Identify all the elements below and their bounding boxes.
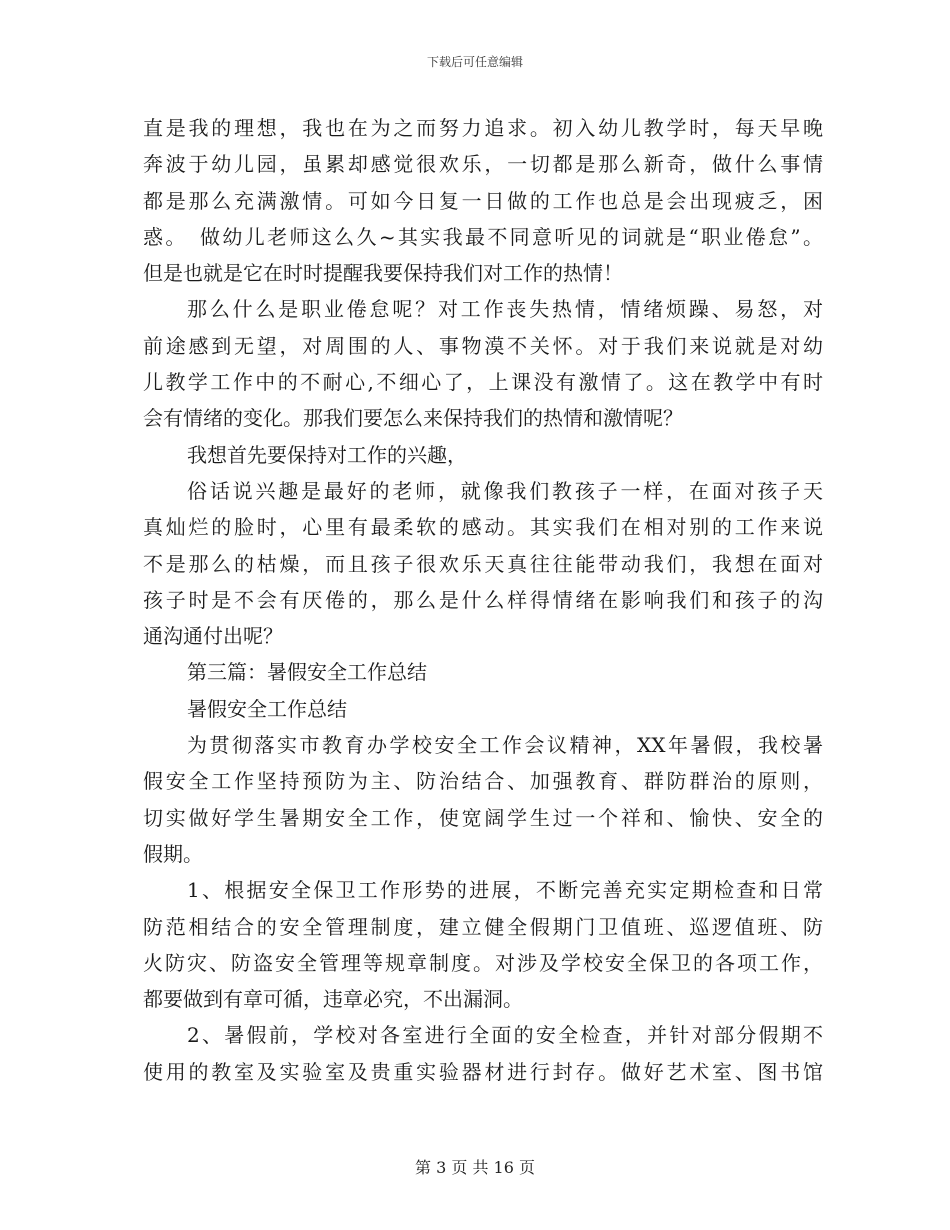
text-line: 使用的教室及实验室及贵重实验器材进行封存。做好艺术室、图书馆 [143, 1059, 823, 1084]
page-footer: 第 3 页 共 16 页 [415, 1158, 535, 1177]
text-line: 切实做好学生暑期安全工作，使宽阔学生过一个祥和、愉快、安全的 [143, 805, 823, 830]
text-line: 儿教学工作中的不耐心,不细心了，上课没有激情了。这在教学中有时 [143, 370, 823, 395]
text-line: 我想首先要保持对工作的兴趣， [187, 442, 467, 467]
text-line: 惑。 做幼儿老师这么久~其实我最不同意听见的词就是“职业倦怠”。 [143, 224, 823, 249]
text-line: 2、暑假前，学校对各室进行全面的安全检查，并针对部分假期不 [187, 1023, 823, 1048]
text-line: 假安全工作坚持预防为主、防治结合、加强教育、群防群治的原则， [143, 769, 823, 794]
text-line: 都是那么充满激情。可如今日复一日做的工作也总是会出现疲乏，困 [143, 188, 823, 213]
text-line: 奔波于幼儿园，虽累却感觉很欢乐，一切都是那么新奇，做什么事情 [143, 152, 823, 177]
text-line: 孩子时是不会有厌倦的，那么是什么样得情绪在影响我们和孩子的沟 [143, 587, 823, 612]
text-line: 那么什么是职业倦怠呢？对工作丧失热情，情绪烦躁、易怒，对 [187, 297, 823, 322]
text-line: 会有情绪的变化。那我们要怎么来保持我们的热情和激情呢？ [143, 406, 683, 431]
text-line: 前途感到无望，对周围的人、事物漠不关怀。对于我们来说就是对幼 [143, 333, 823, 358]
text-line: 通沟通付出呢？ [143, 624, 283, 649]
text-line: 1、根据安全保卫工作形势的进展，不断完善充实定期检查和日常 [187, 878, 823, 903]
text-line: 俗话说兴趣是最好的老师，就像我们教孩子一样，在面对孩子天 [187, 478, 823, 503]
text-line: 火防灾、防盗安全管理等规章制度。对涉及学校安全保卫的各项工作， [143, 950, 823, 975]
text-line: 都要做到有章可循，违章必究，不出漏洞。 [143, 987, 523, 1012]
text-line: 直是我的理想，我也在为之而努力追求。初入幼儿教学时，每天早晚 [143, 116, 823, 140]
section-heading: 第三篇：暑假安全工作总结 [187, 660, 427, 685]
section-subheading: 暑假安全工作总结 [187, 696, 347, 721]
text-line: 不是那么的枯燥，而且孩子很欢乐天真往往能带动我们，我想在面对 [143, 551, 823, 576]
text-line: 防范相结合的安全管理制度，建立健全假期门卫值班、巡逻值班、防 [143, 914, 823, 939]
text-line: 真灿烂的脸时，心里有最柔软的感动。其实我们在相对别的工作来说 [143, 515, 823, 540]
page-header: 下载后可任意编辑 [426, 55, 523, 69]
text-line: 但是也就是它在时时提醒我要保持我们对工作的热情！ [143, 261, 623, 286]
document-body [143, 110, 823, 1090]
text-line: 假期。 [143, 841, 203, 866]
text-line: 为贯彻落实市教育办学校安全工作会议精神，XX年暑假，我校暑 [187, 733, 823, 758]
